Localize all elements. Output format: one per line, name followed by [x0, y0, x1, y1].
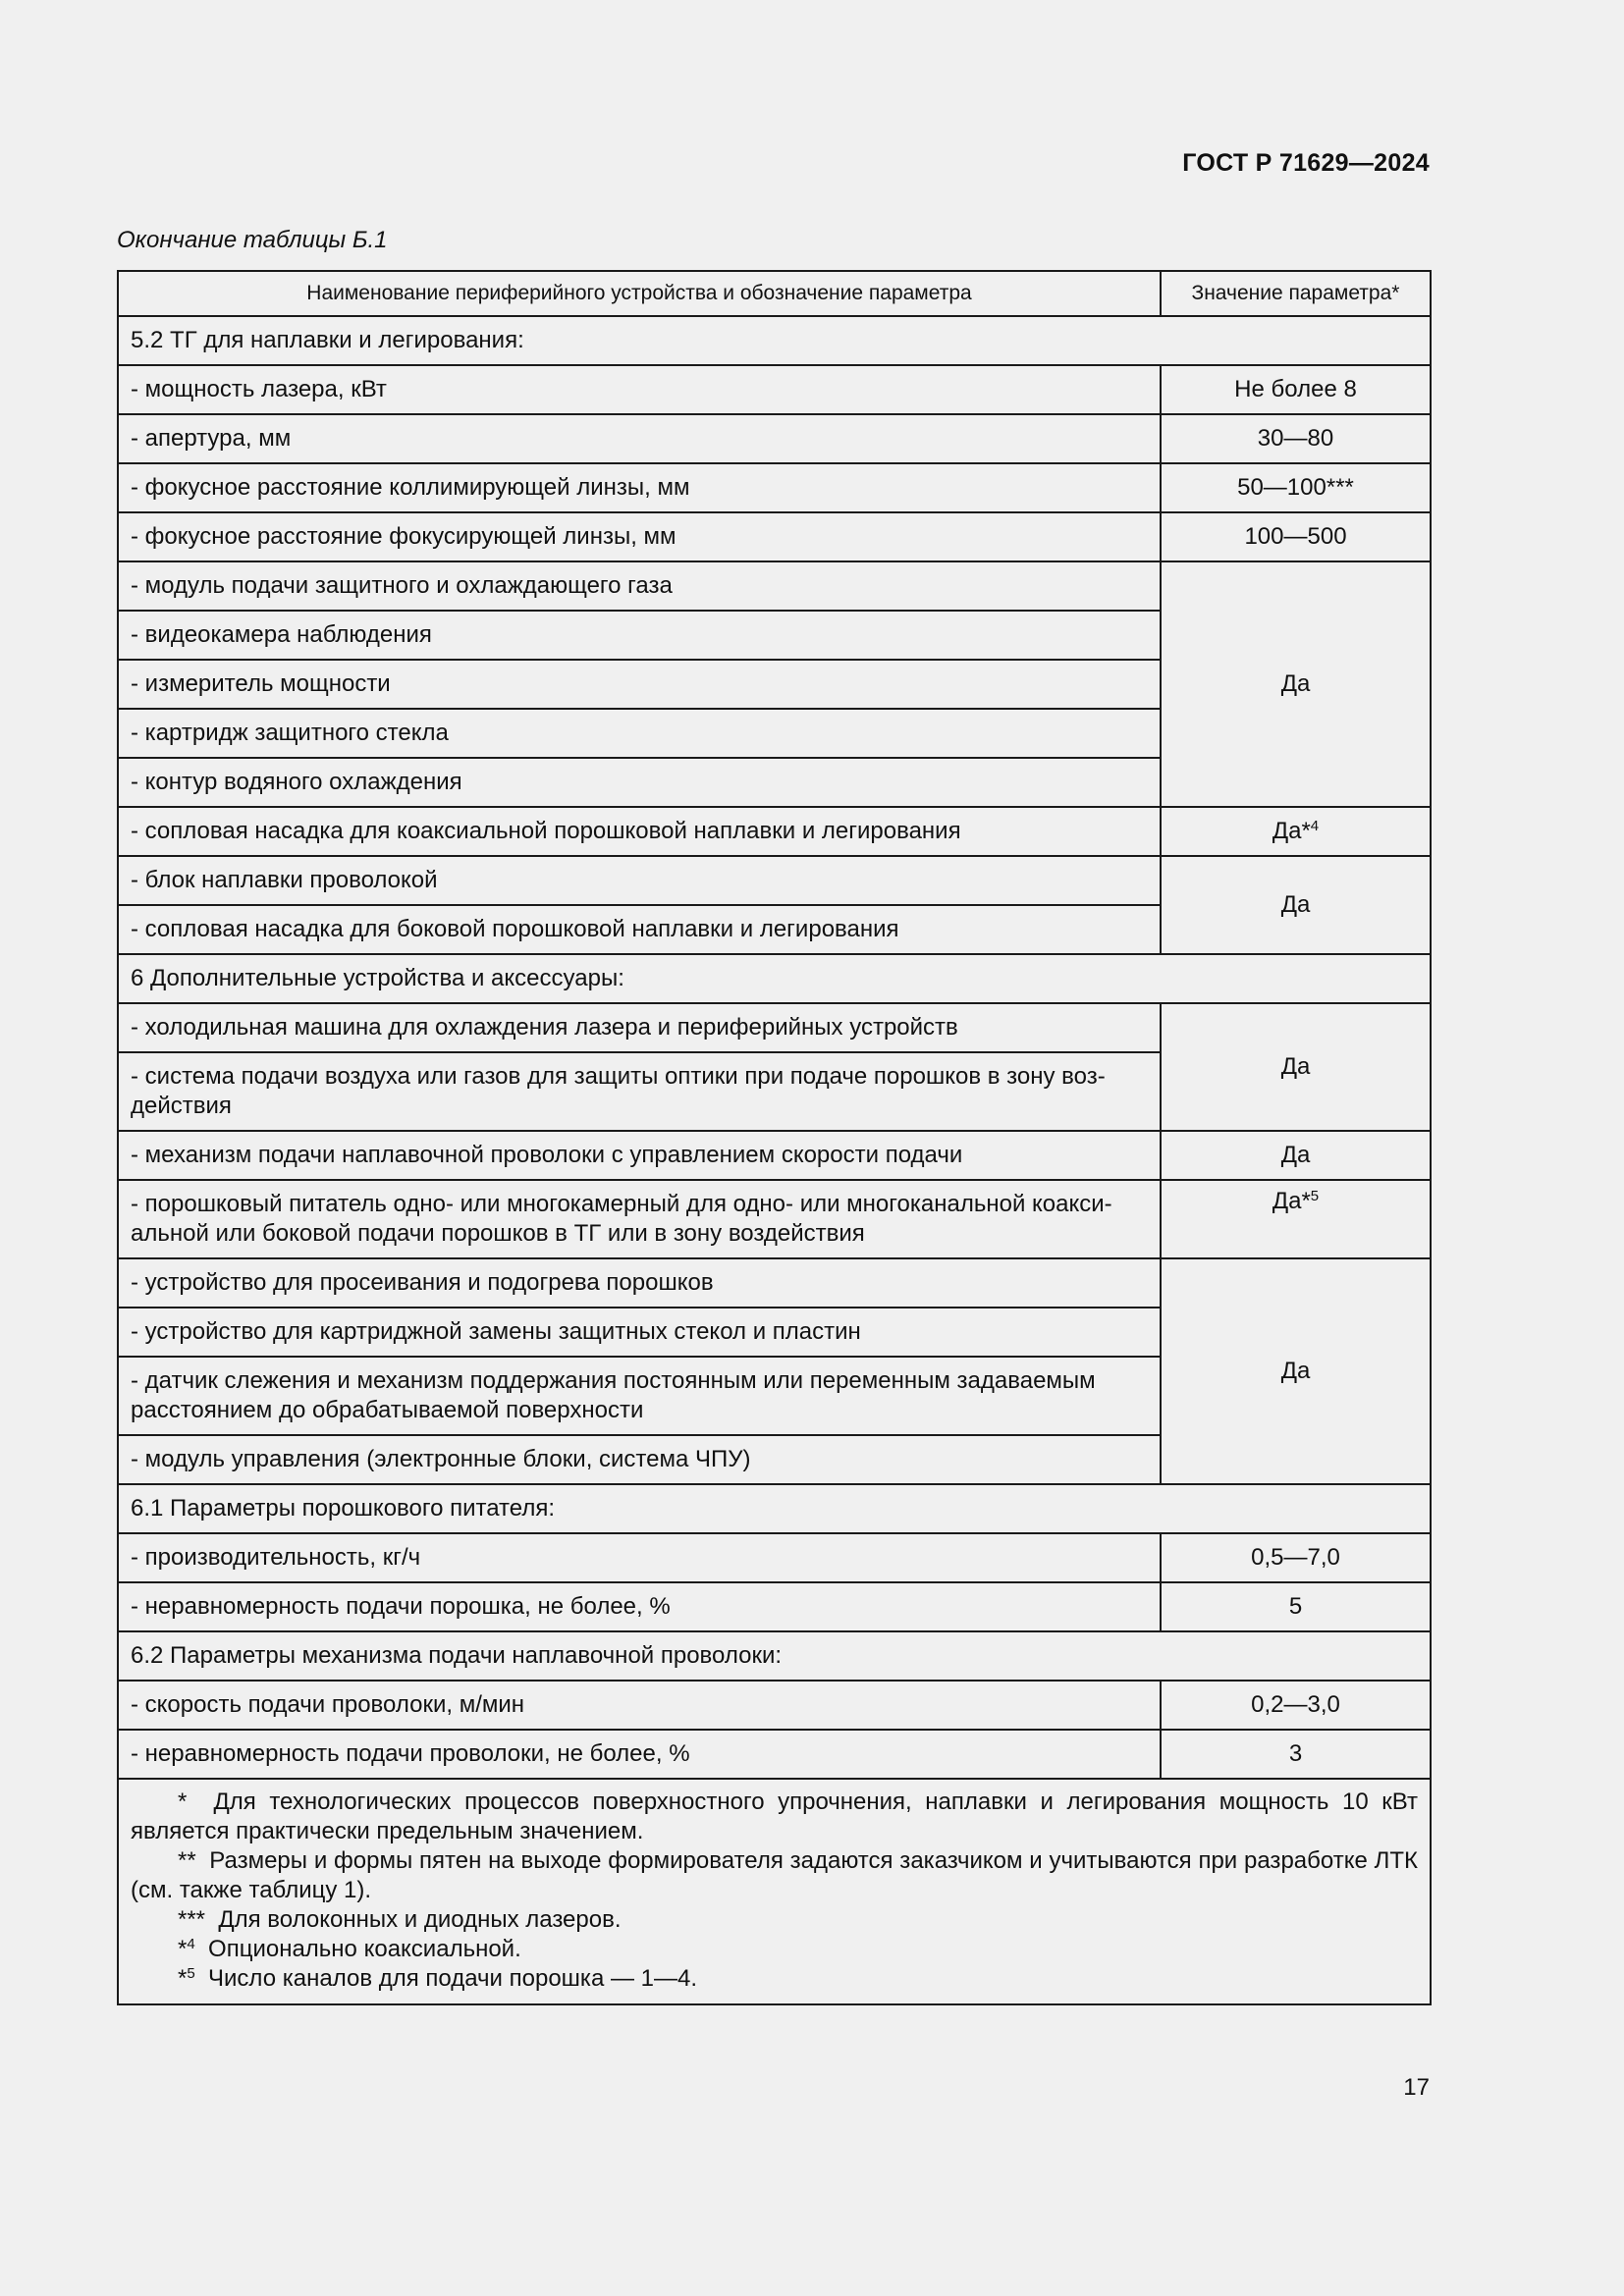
- parameter-cell: - контур водяного охлаждения: [118, 758, 1161, 807]
- table-header-row: [118, 271, 1431, 316]
- footnote-marker: 5: [1310, 1188, 1320, 1204]
- footnote-text: Размеры и формы пятен на выходе формирователя задаются заказчиком и учитываются при разработке ЛТК (см. также таблицу 1).: [131, 1847, 1418, 1903]
- parameter-cell: - мощность лазера, кВт: [118, 365, 1161, 414]
- parameter-cell: - датчик слежения и механизм поддержания постоянным или переменным задаваемым расстоянием до обрабатываемой поверхности: [118, 1357, 1161, 1435]
- value-cell: 3: [1161, 1730, 1431, 1779]
- footnotes-row: [118, 1779, 1431, 2004]
- footnote: [131, 1935, 1418, 1964]
- section-row: [118, 316, 1431, 365]
- footnote-mark: *: [178, 1965, 188, 1992]
- value-text: Да*: [1272, 1188, 1311, 1214]
- section-title: 6.2 Параметры механизма подачи наплавочной проволоки:: [118, 1631, 1431, 1681]
- footnote-mark-sup: 5: [187, 1965, 195, 1982]
- value-cell: 30—80: [1161, 414, 1431, 463]
- footnote: [131, 1846, 1418, 1905]
- footnote: [131, 1788, 1418, 1846]
- footnote: [131, 1905, 1418, 1935]
- parameter-cell: - апертура, мм: [118, 414, 1161, 463]
- footnote-mark: **: [178, 1847, 196, 1874]
- value-cell: Не более 8: [1161, 365, 1431, 414]
- parameter-cell: - холодильная машина для охлаждения лазера и периферийных устройств: [118, 1003, 1161, 1052]
- table-row: [118, 512, 1431, 561]
- footnote-mark: *: [178, 1789, 188, 1815]
- footnote-text: Для технологических процессов поверхностного упрочнения, наплавки и легирования мощность 10 кВт является практически предельным значением.: [131, 1789, 1418, 1844]
- parameter-cell: - сопловая насадка для коаксиальной порошковой наплавки и легирования: [118, 807, 1161, 856]
- parameter-cell: - производительность, кг/ч: [118, 1533, 1161, 1582]
- table-row: [118, 1003, 1431, 1052]
- merged-value-cell: Да: [1161, 1258, 1431, 1484]
- footnote-text: Число каналов для подачи порошка — 1—4.: [208, 1965, 697, 1992]
- table-row: [118, 365, 1431, 414]
- table-row: [118, 856, 1431, 905]
- value-cell: 5: [1161, 1582, 1431, 1631]
- parameter-cell: - неравномерность подачи порошка, не более, %: [118, 1582, 1161, 1631]
- parameter-cell: - видеокамера наблюдения: [118, 611, 1161, 660]
- merged-value-cell: Да: [1161, 856, 1431, 954]
- parameter-cell: - порошковый питатель одно- или многокамерный для одно- или многоканальной коаксиальной или боковой подачи порошков в ТГ или в зону воздействия: [118, 1180, 1161, 1258]
- footnote-mark: ***: [178, 1906, 206, 1933]
- column-header-parameter: Наименование периферийного устройства и обозначение параметра: [118, 271, 1161, 316]
- footnote: [131, 1964, 1418, 1994]
- table-row: [118, 807, 1431, 856]
- table-caption: Окончание таблицы Б.1: [117, 227, 388, 253]
- value-cell: 50—100***: [1161, 463, 1431, 512]
- table-row: [118, 1180, 1431, 1258]
- section-row: [118, 1484, 1431, 1533]
- section-title: 6.1 Параметры порошкового питателя:: [118, 1484, 1431, 1533]
- parameter-cell: - сопловая насадка для боковой порошковой наплавки и легирования: [118, 905, 1161, 954]
- parameter-cell: - фокусное расстояние фокусирующей линзы, мм: [118, 512, 1161, 561]
- value-text: Да*: [1272, 818, 1311, 844]
- table-row: [118, 1131, 1431, 1180]
- table-row: [118, 1533, 1431, 1582]
- value-cell: Да: [1161, 1131, 1431, 1180]
- value-cell: 0,5—7,0: [1161, 1533, 1431, 1582]
- page-number: 17: [1403, 2074, 1430, 2101]
- parameter-cell: - скорость подачи проволоки, м/мин: [118, 1681, 1161, 1730]
- table-row: [118, 463, 1431, 512]
- value-cell: [1161, 1180, 1431, 1258]
- table-row: [118, 414, 1431, 463]
- value-cell: 0,2—3,0: [1161, 1681, 1431, 1730]
- parameter-cell: - система подачи воздуха или газов для защиты оптики при подаче порошков в зону воздействия: [118, 1052, 1161, 1131]
- section-title: 6 Дополнительные устройства и аксессуары:: [118, 954, 1431, 1003]
- footnote-marker: 4: [1310, 818, 1320, 834]
- merged-value-cell: Да: [1161, 561, 1431, 807]
- footnote-text: Для волоконных и диодных лазеров.: [218, 1906, 622, 1933]
- parameter-cell: - картридж защитного стекла: [118, 709, 1161, 758]
- standard-designation: ГОСТ Р 71629—2024: [1182, 149, 1430, 177]
- footnote-text: Опционально коаксиальной.: [208, 1936, 521, 1962]
- table-row: [118, 1582, 1431, 1631]
- footnote-mark: *: [178, 1936, 188, 1962]
- value-cell: [1161, 807, 1431, 856]
- merged-value-cell: Да: [1161, 1003, 1431, 1131]
- parameter-cell: - устройство для картриджной замены защитных стекол и пластин: [118, 1308, 1161, 1357]
- parameter-cell: - модуль управления (электронные блоки, система ЧПУ): [118, 1435, 1161, 1484]
- section-title: 5.2 ТГ для наплавки и легирования:: [118, 316, 1431, 365]
- section-row: [118, 954, 1431, 1003]
- section-row: [118, 1631, 1431, 1681]
- parameter-cell: - неравномерность подачи проволоки, не более, %: [118, 1730, 1161, 1779]
- table-row: [118, 1730, 1431, 1779]
- footnote-mark-sup: 4: [187, 1936, 195, 1952]
- parameters-table: [117, 270, 1432, 2005]
- parameter-cell: - устройство для просеивания и подогрева порошков: [118, 1258, 1161, 1308]
- parameter-cell: - модуль подачи защитного и охлаждающего газа: [118, 561, 1161, 611]
- table-row: [118, 561, 1431, 611]
- table-row: [118, 1681, 1431, 1730]
- parameter-cell: - измеритель мощности: [118, 660, 1161, 709]
- parameter-cell: - фокусное расстояние коллимирующей линзы, мм: [118, 463, 1161, 512]
- parameter-cell: - механизм подачи наплавочной проволоки с управлением скорости подачи: [118, 1131, 1161, 1180]
- column-header-value: Значение параметра*: [1161, 271, 1431, 316]
- parameter-cell: - блок наплавки проволокой: [118, 856, 1161, 905]
- footnotes-cell: [118, 1779, 1431, 2004]
- table-row: [118, 1258, 1431, 1308]
- value-cell: 100—500: [1161, 512, 1431, 561]
